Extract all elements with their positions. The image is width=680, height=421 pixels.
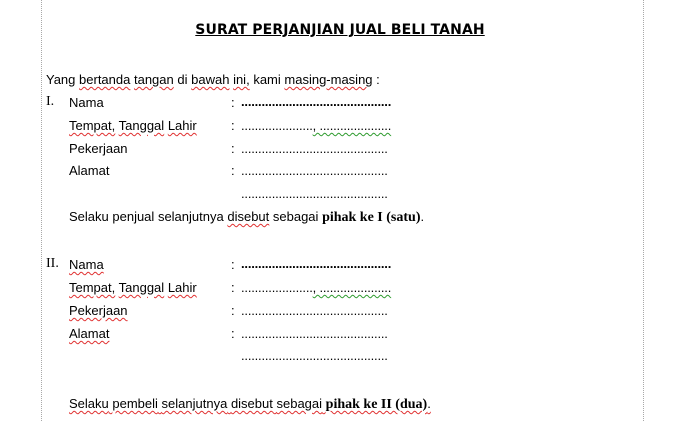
intro-line [46, 72, 380, 88]
document-title: SURAT PERJANJIAN JUAL BELI TANAH [195, 22, 485, 38]
party-2-designation: pihak ke II (dua) [325, 397, 428, 412]
intro-word: ini, [233, 72, 250, 87]
party-2-numeral: II. [46, 256, 59, 271]
party-1-alamat-colon: : [231, 163, 235, 178]
party-2-nama-label: Nama [69, 257, 104, 272]
right-margin-guide [643, 0, 644, 421]
party-1-pekerjaan-label: Pekerjaan [69, 141, 128, 156]
intro-word: kami [253, 72, 281, 87]
party-2-ttl-colon: : [231, 280, 235, 295]
party-1-ttl-colon: : [231, 118, 235, 133]
party-2-alamat-value-line2: ........................................... [241, 348, 388, 363]
party-2-ttl-value: ....................., ..................... [241, 280, 392, 295]
party-1-designation: pihak ke I (satu) [322, 210, 421, 225]
party-1-closing: Selaku penjual selanjutnya disebut sebagai pihak ke I (satu). [69, 209, 425, 225]
left-margin-guide [41, 0, 42, 421]
intro-word: di [177, 72, 188, 87]
party-2-pekerjaan-colon: : [231, 303, 235, 318]
party-2-alamat-value: ........................................... [241, 326, 388, 341]
party-2-nama-value: ............................................ [241, 256, 392, 271]
party-2-alamat-label: Alamat [69, 326, 110, 341]
party-1-numeral: I. [46, 94, 55, 109]
intro-word: bertanda [79, 72, 131, 87]
party-2-pekerjaan-label: Pekerjaan [69, 303, 128, 318]
party-1-ttl-label: Tempat, Tanggal Lahir [69, 118, 197, 133]
intro-word: Yang [46, 72, 76, 87]
party-1-pekerjaan-value: ........................................... [241, 141, 388, 156]
party-1-pekerjaan-colon: : [231, 141, 235, 156]
intro-word: masing-masing [284, 72, 373, 87]
party-2-closing: Selaku pembeli selanjutnya disebut sebagai pihak ke II (dua). [69, 396, 431, 412]
intro-word: bawah [191, 72, 230, 87]
party-1-ttl-value: ....................., ..................... [241, 118, 392, 133]
party-1-nama-value: ............................................ [241, 94, 392, 109]
intro-word: tangan [133, 72, 174, 87]
party-2-pekerjaan-value: ........................................... [241, 303, 388, 318]
party-1-alamat-value-line2: ........................................... [241, 186, 388, 201]
party-2-alamat-colon: : [231, 326, 235, 341]
intro-word: : [376, 72, 380, 87]
party-2-ttl-label: Tempat, Tanggal Lahir [69, 280, 197, 295]
party-1-alamat-value: ........................................... [241, 163, 388, 178]
party-1-nama-colon: : [231, 95, 235, 110]
party-1-alamat-label: Alamat [69, 163, 110, 178]
party-2-nama-colon: : [231, 257, 235, 272]
party-1-nama-label: Nama [69, 95, 104, 110]
